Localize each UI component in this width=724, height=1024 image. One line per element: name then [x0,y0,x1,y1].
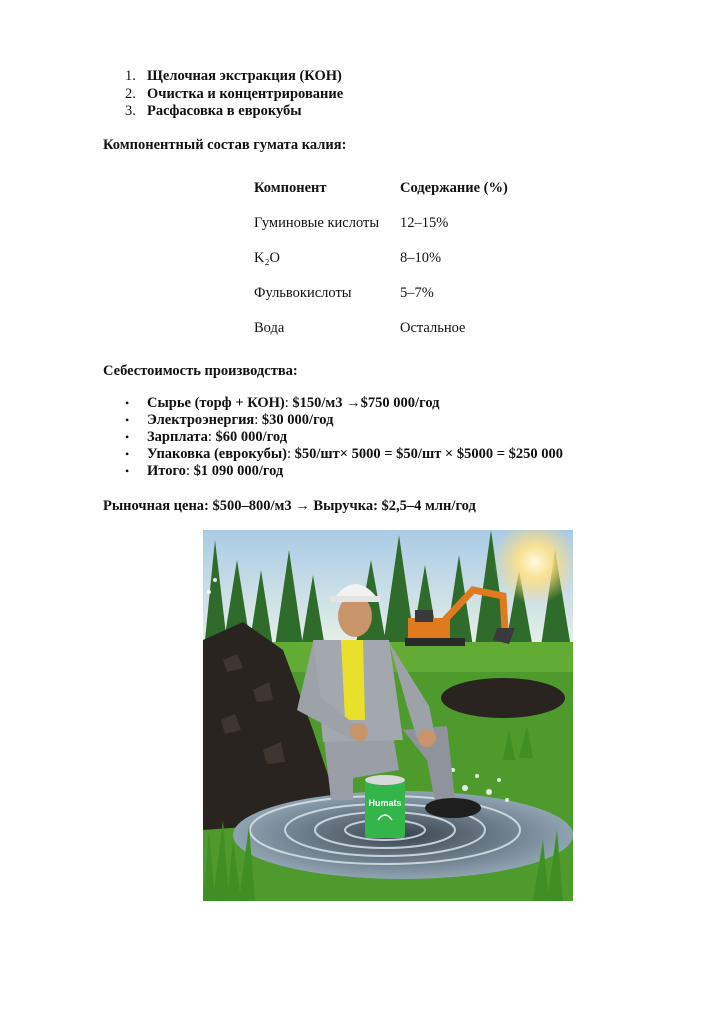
cost-value: $1 090 000/год [193,463,284,479]
table-row [254,206,530,241]
bullet-icon: • [125,430,130,444]
table-cell: 5–7% [400,285,434,301]
bullet-icon: • [125,396,130,410]
column-header-content: Содержание (%) [400,180,508,196]
cost-value: $150/м3 →$750 000/год [292,395,440,411]
bullet-icon: • [125,447,130,461]
cost-label: Электроэнергия [147,412,255,428]
process-step: 3. Расфасовка в еврокубы [125,103,302,119]
cost-label: Зарплата [147,429,208,445]
illustration-photo [203,530,573,901]
costs-heading: Себестоимость производства: [103,363,298,379]
table-row [254,311,530,346]
cost-value: $50/шт× 5000 = $50/шт × $5000 = $250 000 [294,446,563,462]
table-cell: Остальное [400,320,466,336]
process-step: 2. Очистка и концентрирование [125,85,344,102]
list-item: • Сырье (торф + КОН): $150/м3 →$750 000/год [125,395,440,411]
humate-can [365,775,405,838]
list-item: • Упаковка (еврокубы): $50/шт× 5000 = $50/шт × $5000 = $250 000 [125,446,563,462]
cost-value: $30 000/год [261,412,334,428]
column-header-component: Компонент [254,180,327,196]
list-item: • Электроэнергия: $30 000/год [125,412,334,428]
table-cell: Вода [254,320,285,336]
table-cell: 8–10% [400,250,442,266]
bullet-icon: • [125,464,130,478]
list-item: • Итого: $1 090 000/год [125,463,284,479]
composition-table [254,171,530,346]
cost-label: Упаковка (еврокубы) [147,446,287,462]
can-label: Humats [368,798,402,808]
table-cell: 12–15% [400,215,449,231]
process-step: 1. Щелочная экстракция (КОН) [125,68,342,84]
table-row [254,276,530,311]
table-row [254,241,530,276]
bullet-icon: • [125,413,130,427]
cost-label: Сырье (торф + КОН) [147,395,285,411]
soil-pile [441,678,565,718]
composition-heading: Компонентный состав гумата калия: [103,137,347,153]
table-header-row [254,171,530,206]
cost-label: Итого [147,463,186,479]
table-cell: K₂O [254,250,280,266]
table-cell: Фульвокислоты [254,285,352,301]
cost-value: $60 000/год [215,429,288,445]
market-price-line: Рыночная цена: $500–800/м3 → Выручка: $2,5–4 млн/год [103,498,476,514]
costs-list [125,395,563,480]
table-cell: Гуминовые кислоты [254,215,380,231]
process-steps-list [125,68,343,121]
list-item: • Зарплата: $60 000/год [125,429,288,445]
